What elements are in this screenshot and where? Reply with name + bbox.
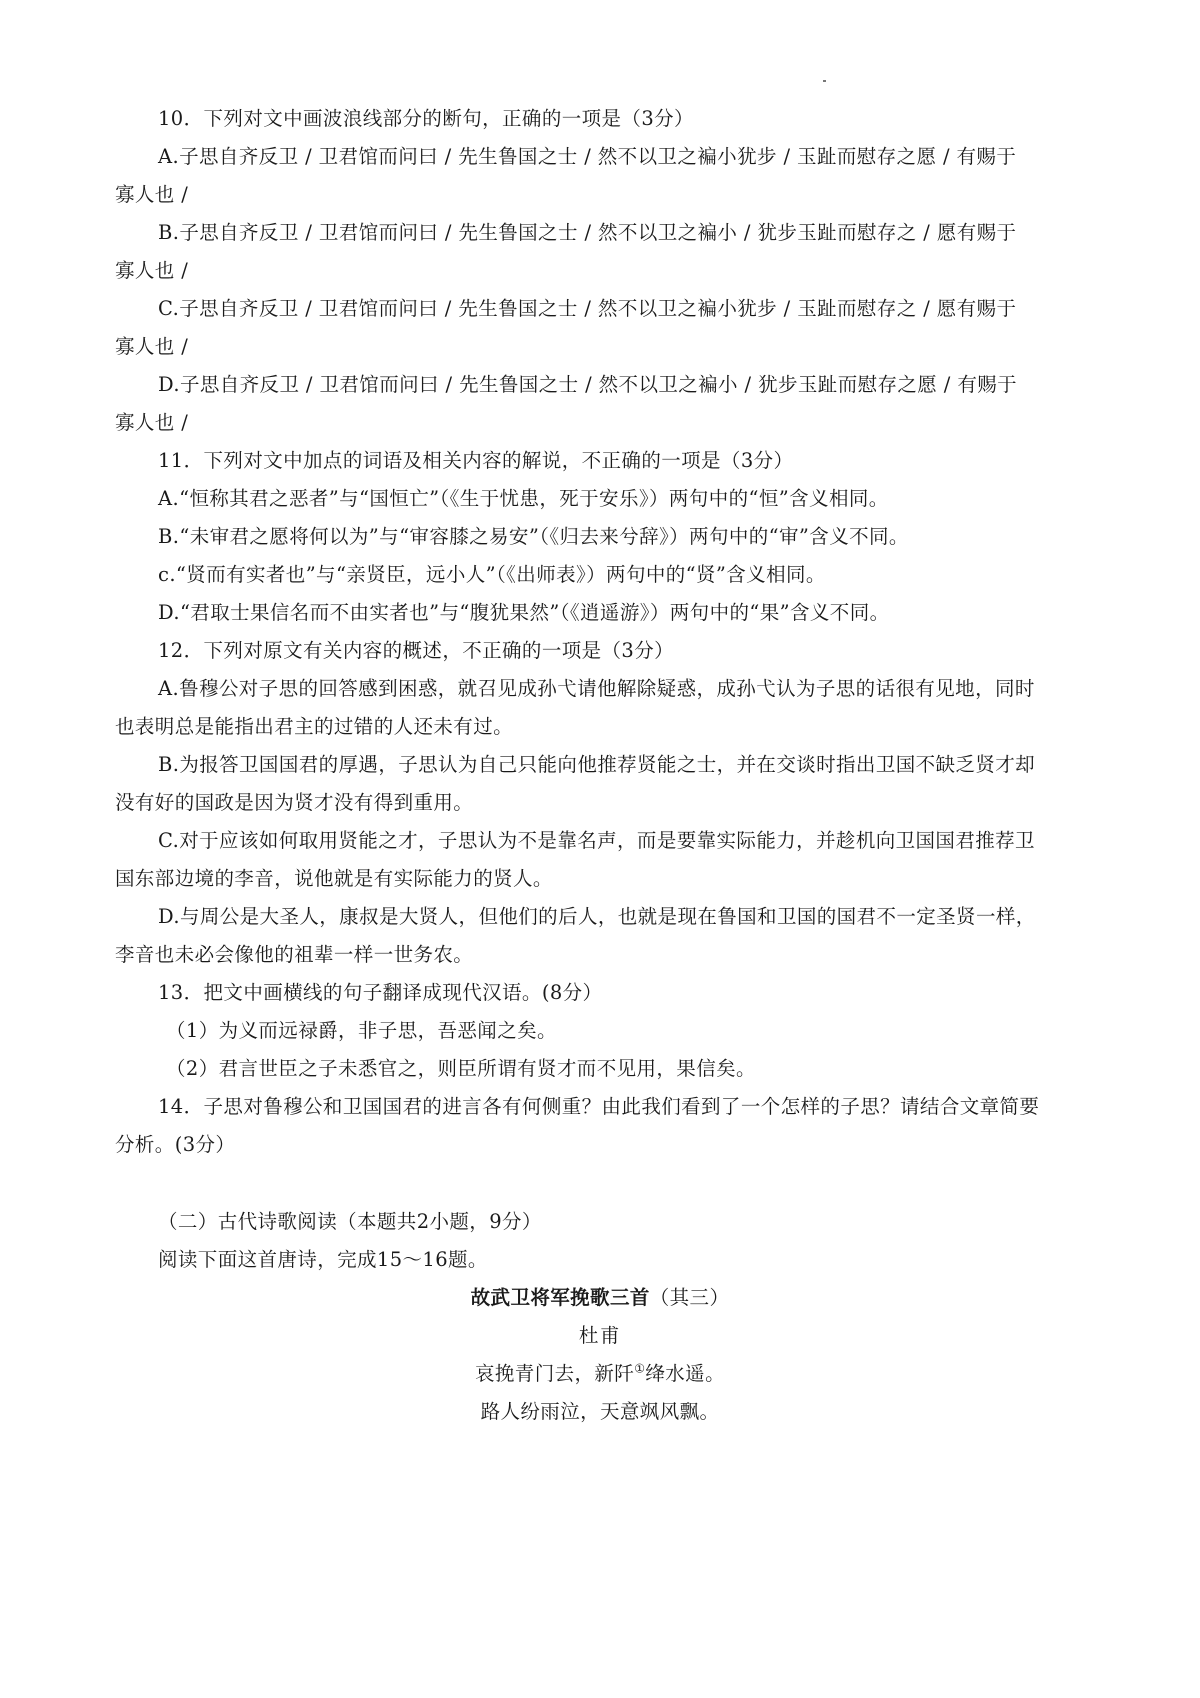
poem-title: 故武卫将军挽歌三首: [470, 1286, 650, 1309]
q11-option-d: D.“君取士果信名而不由实者也”与“腹犹果然”（《逍遥游》）两句中的“果”含义不同。: [158, 601, 890, 624]
q11-option-c: c.“贤而有实者也”与“亲贤臣，远小人”（《出师表》）两句中的“贤”含义相同。: [158, 563, 826, 586]
poem-line-2: 路人纷雨泣，天意飒风飘。: [480, 1400, 720, 1423]
q12-option-d-line1: D.与周公是大圣人，康叔是大贤人，但他们的后人，也就是现在鲁国和卫国的国君不一定圣贤一样，: [158, 905, 1036, 928]
q10-option-a-line1: A.子思自齐反卫 / 卫君馆而问曰 / 先生鲁国之士 / 然不以卫之褊小犹步 / 玉趾而慰存之愿 / 有赐于: [158, 145, 1017, 168]
footnote-marker: ①: [634, 1361, 646, 1376]
q12-option-a-line2: 也表明总是能指出君主的过错的人还未有过。: [115, 715, 514, 738]
q10-option-d-line1: D.子思自齐反卫 / 卫君馆而问曰 / 先生鲁国之士 / 然不以卫之褊小 / 犹步玉趾而慰存之愿 / 有赐于: [158, 373, 1018, 396]
q10-option-d-line2: 寡人也 /: [115, 411, 189, 434]
poem-title-row: [0, 1284, 1200, 1312]
poem-line-1-part-b: 绛水遥。: [645, 1362, 725, 1385]
q11-option-b: B.“未审君之愿将何以为”与“审容膝之易安”（《归去来兮辞》）两句中的“审”含义不同。: [158, 525, 909, 548]
q12-stem: 12．下列对原文有关内容的概述，不正确的一项是（3分）: [158, 639, 675, 662]
q12-option-b-line1: B.为报答卫国国君的厚遇，子思认为自己只能向他推荐贤能之士，并在交谈时指出卫国不缺乏贤才却: [158, 753, 1036, 776]
q12-option-c-line2: 国东部边境的李音，说他就是有实际能力的贤人。: [115, 867, 553, 890]
q12-option-a-line1: A.鲁穆公对子思的回答感到困惑，就召见成孙弋请他解除疑惑，成孙弋认为子思的话很有见地，同时: [158, 677, 1035, 700]
q10-option-c-line1: C.子思自齐反卫 / 卫君馆而问曰 / 先生鲁国之士 / 然不以卫之褊小犹步 / 玉趾而慰存之 / 愿有赐于: [158, 297, 1017, 320]
q11-stem: 11．下列对文中加点的词语及相关内容的解说，不正确的一项是（3分）: [158, 449, 794, 472]
poem-author: 杜甫: [578, 1324, 622, 1347]
q12-option-c-line1: C.对于应该如何取用贤能之才，子思认为不是靠名声，而是要靠实际能力，并趁机向卫国国君推荐卫: [158, 829, 1035, 852]
section2-instruction: 阅读下面这首唐诗，完成15～16题。: [158, 1248, 488, 1271]
q10-stem: 10．下列对文中画波浪线部分的断句，正确的一项是（3分）: [158, 107, 694, 130]
scan-speck: [823, 80, 826, 82]
q13-item-2: （2）君言世臣之子未悉官之，则臣所谓有贤才而不见用，果信矣。: [166, 1057, 756, 1080]
q11-option-a: A.“恒称其君之恶者”与“国恒亡”（《生于忧患，死于安乐》）两句中的“恒”含义相同。: [158, 487, 889, 510]
q10-option-b-line2: 寡人也 /: [115, 259, 189, 282]
section2-heading: （二）古代诗歌阅读（本题共2小题，9分）: [158, 1210, 542, 1233]
poem-line-1: [0, 1360, 1200, 1388]
q10-option-c-line2: 寡人也 /: [115, 335, 189, 358]
q12-option-b-line2: 没有好的国政是因为贤才没有得到重用。: [115, 791, 474, 814]
q13-stem: 13．把文中画横线的句子翻译成现代汉语。(8分）: [158, 981, 603, 1004]
q14-line1: 14．子思对鲁穆公和卫国国君的进言各有何侧重？由此我们看到了一个怎样的子思？请结合文章简要: [158, 1095, 1040, 1118]
q14-line2: 分析。(3分）: [115, 1133, 236, 1156]
poem-title-suffix: （其三）: [649, 1286, 730, 1309]
q12-option-d-line2: 李音也未必会像他的祖辈一样一世务农。: [115, 943, 474, 966]
poem-line-1-part-a: 哀挽青门去，新阡: [475, 1362, 635, 1385]
q10-option-b-line1: B.子思自齐反卫 / 卫君馆而问曰 / 先生鲁国之士 / 然不以卫之褊小 / 犹步玉趾而慰存之 / 愿有赐于: [158, 221, 1017, 244]
q13-item-1: （1）为义而远禄爵，非子思，吾恶闻之矣。: [166, 1019, 557, 1042]
q10-option-a-line2: 寡人也 /: [115, 183, 189, 206]
